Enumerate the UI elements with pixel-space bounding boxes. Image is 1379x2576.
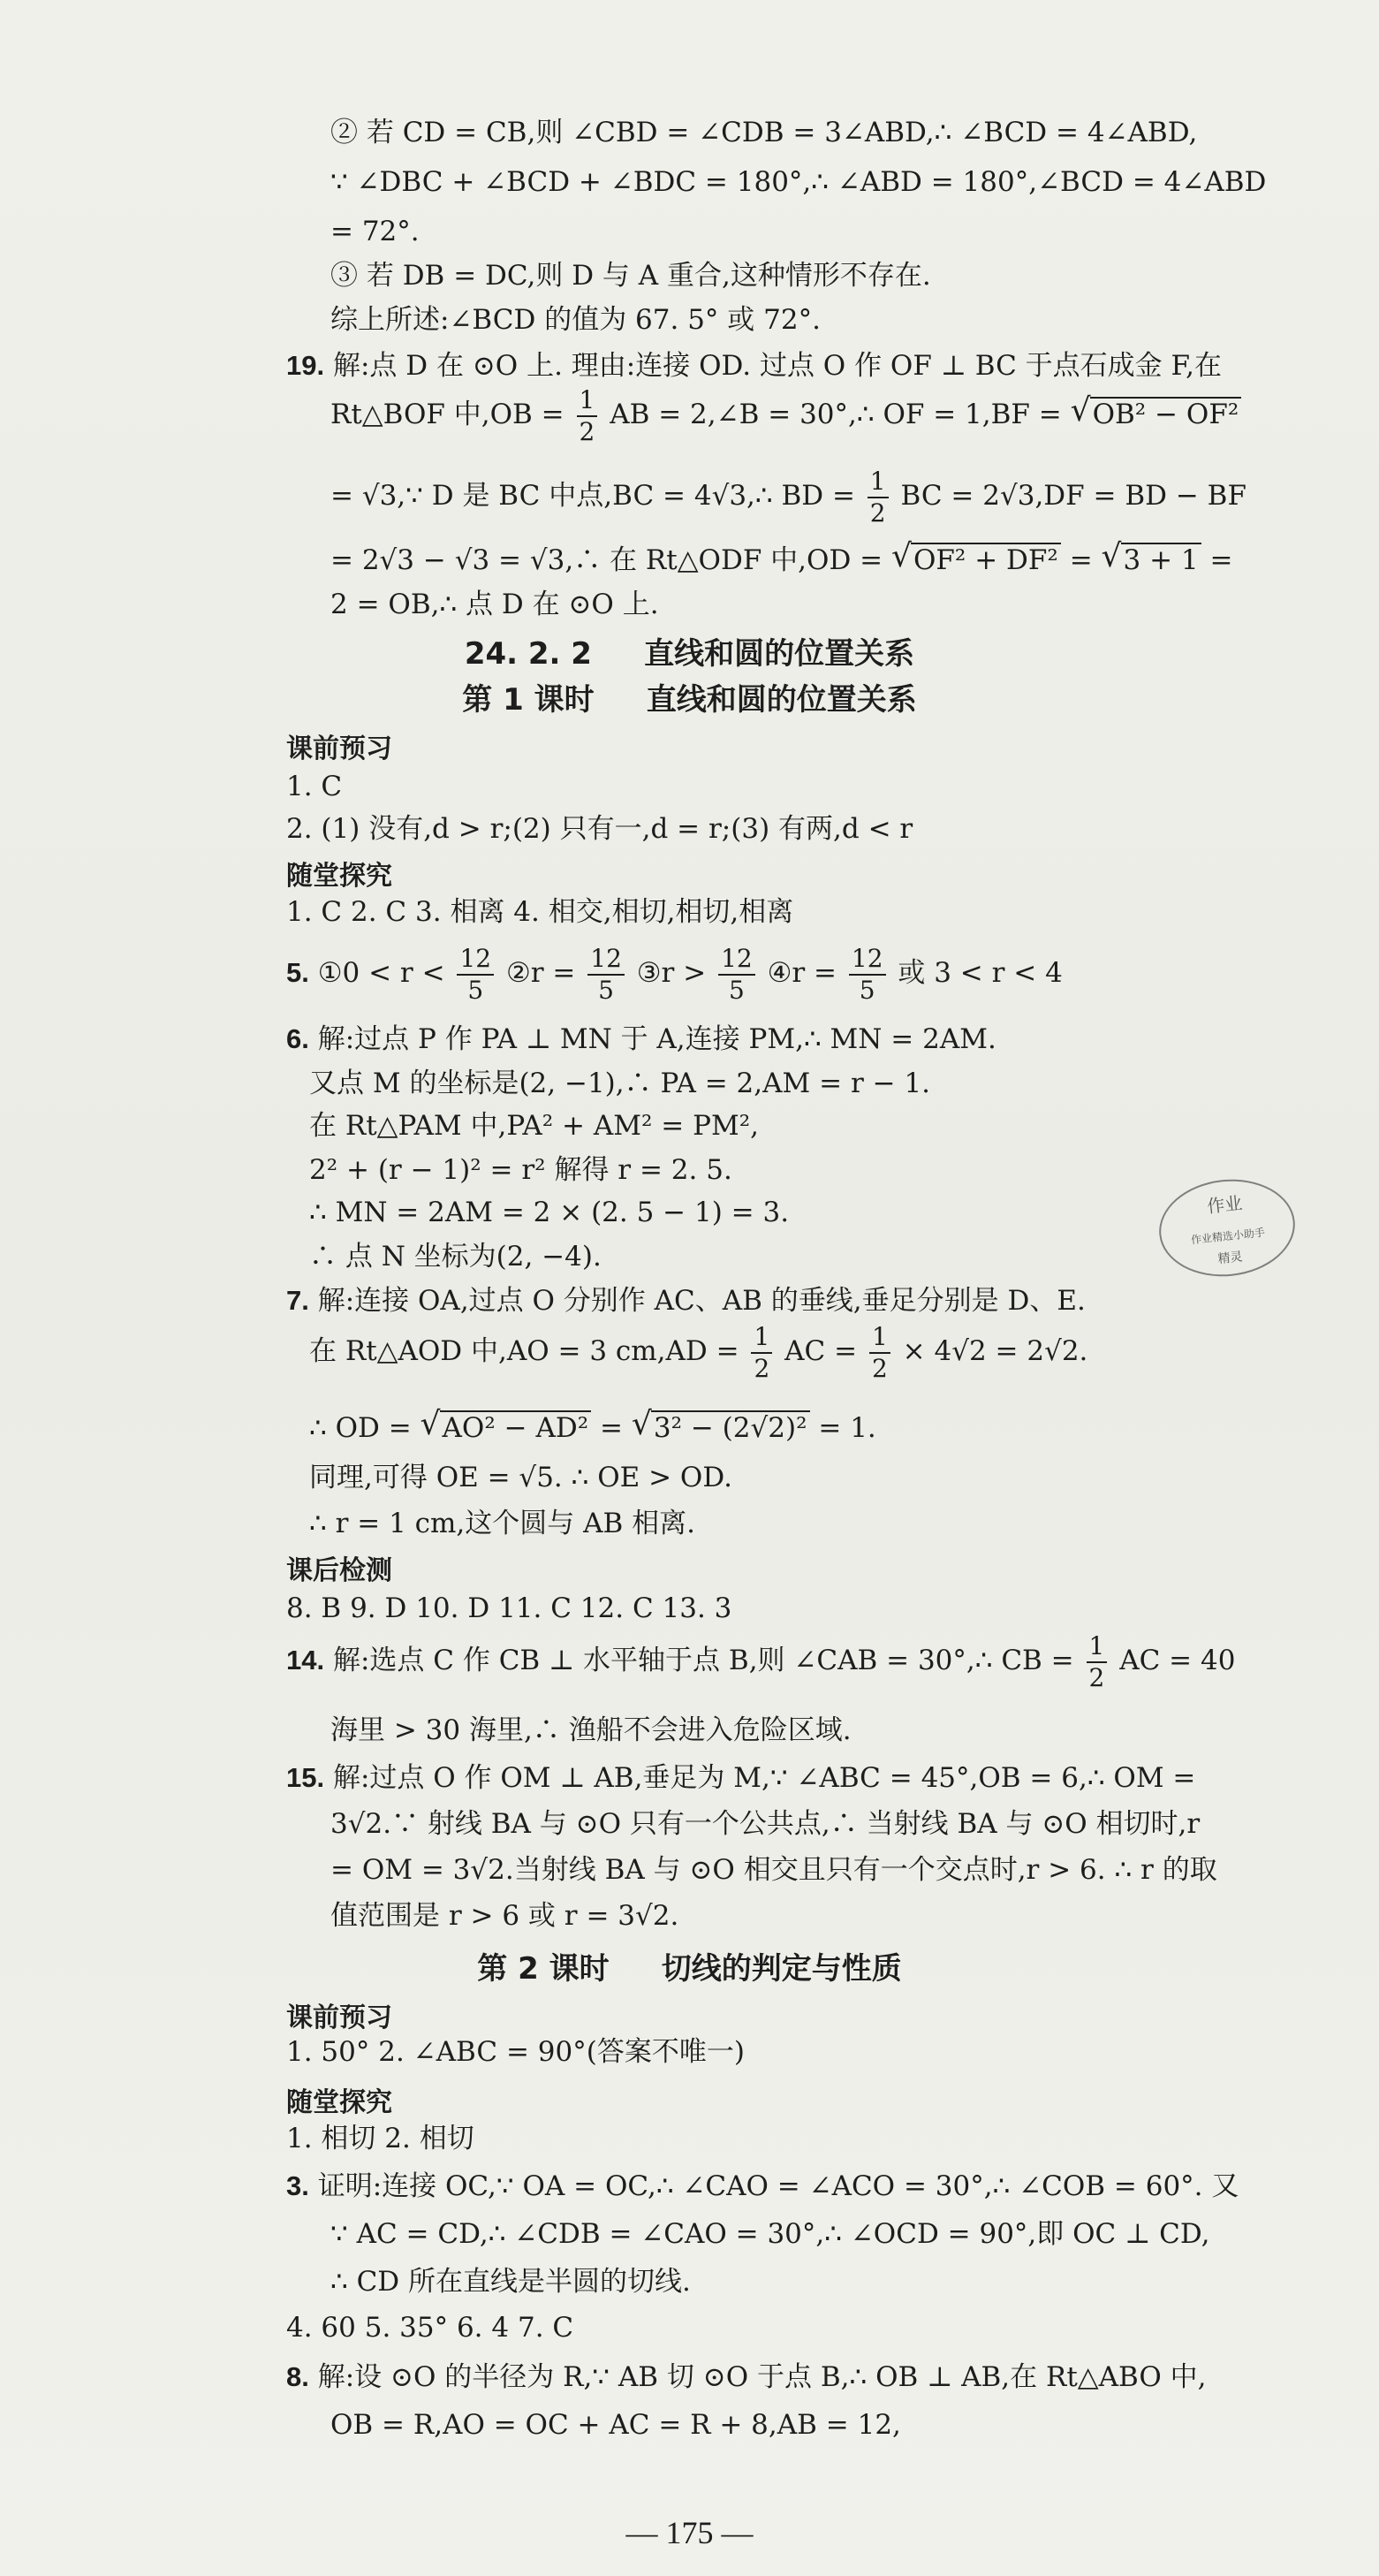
text-line: 又点 M 的坐标是(2, −1),∴ PA = 2,AM = r − 1. — [309, 1068, 931, 1099]
stamp-text: 精灵 — [1216, 1250, 1244, 1267]
answer-line: 1. C — [286, 771, 343, 802]
fraction — [457, 943, 494, 1005]
text-line: 海里 > 30 海里,∴ 渔船不会进入危险区域. — [330, 1714, 852, 1746]
section-header: 课前预习 — [286, 733, 392, 764]
text-fragment: = √3,∵ D 是 BC 中点,BC = 4√3,∴ BD = — [330, 480, 855, 512]
text-fragment: = 1. — [818, 1412, 876, 1444]
text-fragment: 解:过点 P 作 PA ⊥ MN 于 A,连接 PM,∴ MN = 2AM. — [317, 1023, 996, 1055]
fraction — [577, 384, 598, 446]
denominator: 2 — [869, 498, 886, 528]
text-fragment: = 2√3 − √3 = √3,∴ 在 Rt△ODF 中,OD = — [330, 544, 883, 576]
numerator: 12 — [587, 946, 625, 976]
text-fragment: 解:过点 O 作 OM ⊥ AB,垂足为 M,∵ ∠ABC = 45°,OB = 6,∴ OM = — [332, 1762, 1196, 1794]
fraction — [751, 1321, 772, 1383]
text-line: ∵ ∠DBC + ∠BCD + ∠BDC = 180°,∴ ∠ABD = 180°,∠BCD = 4∠ABD — [330, 166, 1267, 198]
text-fragment: = — [600, 1412, 623, 1444]
page-number: — 175 — — [625, 2515, 754, 2550]
text-line: 在 Rt△PAM 中,PA² + AM² = PM², — [309, 1110, 759, 1142]
text-fragment: × 4√2 = 2√2. — [902, 1335, 1088, 1367]
text-fragment: ④r = — [767, 957, 837, 989]
text-line: 2 = OB,∴ 点 D 在 ⊙O 上. — [330, 589, 659, 620]
text-line: ∴ CD 所在直线是半圆的切线. — [330, 2266, 691, 2298]
question-7 — [286, 1281, 1086, 1320]
section-header: 随堂探究 — [286, 2087, 392, 2118]
numerator: 1 — [1087, 1634, 1108, 1663]
question-number: 6. — [286, 1023, 309, 1054]
answer-line: 4. 60 5. 35° 6. 4 7. C — [286, 2312, 574, 2344]
denominator: 2 — [1088, 1662, 1105, 1692]
square-root — [421, 1409, 592, 1448]
section-header: 随堂探究 — [286, 861, 392, 892]
text-line — [309, 1317, 1087, 1386]
numerator: 1 — [869, 1325, 890, 1354]
text-fragment: = — [1069, 544, 1093, 576]
fraction — [868, 466, 889, 528]
fraction — [1087, 1630, 1108, 1692]
fraction — [587, 943, 625, 1005]
denominator: 2 — [754, 1353, 770, 1383]
section-header: 课后检测 — [286, 1555, 392, 1586]
numerator: 12 — [849, 946, 886, 976]
watermark-stamp — [1155, 1173, 1300, 1283]
text-line — [330, 541, 1233, 580]
square-root — [1102, 541, 1201, 580]
square-root — [632, 1409, 810, 1448]
denominator: 2 — [871, 1353, 888, 1383]
text-fragment: ∴ OD = — [309, 1412, 412, 1444]
text-fragment: 或 3 < r < 4 — [898, 957, 1063, 989]
text-line: ∴ 点 N 坐标为(2, −4). — [309, 1241, 602, 1273]
stamp-text: 作业 — [1206, 1192, 1244, 1218]
question-number: 15. — [286, 1762, 325, 1793]
numerator: 1 — [577, 388, 598, 417]
text-fragment: 解:连接 OA,过点 O 分别作 AC、AB 的垂线,垂足分别是 D、E. — [317, 1285, 1086, 1317]
text-line: ③ 若 DB = DC,则 D 与 A 重合,这种情形不存在. — [330, 260, 931, 292]
fraction — [869, 1321, 890, 1383]
radicand: 3 + 1 — [1121, 543, 1201, 576]
question-8 — [286, 2358, 1207, 2397]
question-number: 8. — [286, 2361, 309, 2392]
text-fragment: ③r > — [636, 957, 707, 989]
denominator: 5 — [598, 975, 614, 1005]
radicand: OB² − OF² — [1090, 397, 1242, 430]
section-title: 24. 2. 2 直线和圆的位置关系 — [464, 636, 915, 672]
text-line — [330, 380, 1241, 449]
question-14 — [286, 1626, 1235, 1695]
answer-line: 8. B 9. D 10. D 11. C 12. C 13. 3 — [286, 1592, 732, 1624]
fraction — [849, 943, 886, 1005]
text-line: ② 若 CD = CB,则 ∠CBD = ∠CDB = 3∠ABD,∴ ∠BCD = 4∠ABD, — [330, 117, 1198, 148]
text-line: = OM = 3√2.当射线 BA 与 ⊙O 相交且只有一个交点时,r > 6. ∴ r 的取 — [330, 1854, 1217, 1886]
text-fragment: 解:选点 C 作 CB ⊥ 水平轴于点 B,则 ∠CAB = 30°,∴ CB = — [332, 1645, 1074, 1676]
question-3 — [286, 2167, 1239, 2206]
text-line: 同理,可得 OE = √5. ∴ OE > OD. — [309, 1462, 732, 1493]
question-number: 7. — [286, 1285, 309, 1316]
text-fragment: 解:设 ⊙O 的半径为 R,∵ AB 切 ⊙O 于点 B,∴ OB ⊥ AB,在 Rt△ABO 中, — [317, 2361, 1207, 2393]
text-line: = 72°. — [330, 216, 420, 247]
text-line: 3√2.∵ 射线 BA 与 ⊙O 只有一个公共点,∴ 当射线 BA 与 ⊙O 相切时,r — [330, 1808, 1201, 1840]
question-number: 5. — [286, 957, 309, 988]
text-fragment: 证明:连接 OC,∵ OA = OC,∴ ∠CAO = ∠ACO = 30°,∴ ∠COB = 60°. 又 — [317, 2170, 1239, 2202]
question-5 — [286, 938, 1063, 1007]
text-fragment: AC = — [784, 1335, 858, 1367]
denominator: 5 — [859, 975, 875, 1005]
answer-line: 1. C 2. C 3. 相离 4. 相交,相切,相切,相离 — [286, 896, 794, 928]
text-line: 综上所述:∠BCD 的值为 67. 5° 或 72°. — [330, 304, 821, 336]
square-root — [891, 541, 1061, 580]
text-fragment: AC = 40 — [1119, 1645, 1236, 1676]
section-header: 课前预习 — [286, 2002, 392, 2033]
denominator: 5 — [728, 975, 745, 1005]
text-line — [330, 461, 1246, 530]
text-fragment: ②r = — [505, 957, 576, 989]
text-line — [309, 1409, 876, 1448]
text-fragment: AB = 2,∠B = 30°,∴ OF = 1,BF = — [610, 399, 1062, 430]
question-number: 19. — [286, 350, 325, 381]
answer-line: 1. 相切 2. 相切 — [286, 2123, 474, 2154]
stamp-text: 作业精选小助手 — [1190, 1226, 1266, 1247]
text-fragment: BC = 2√3,DF = BD − BF — [900, 480, 1246, 512]
text-fragment: = — [1209, 544, 1233, 576]
answer-line: 2. (1) 没有,d > r;(2) 只有一,d = r;(3) 有两,d < r — [286, 813, 913, 845]
text-fragment: Rt△BOF 中,OB = — [330, 399, 564, 430]
text-line: ∴ r = 1 cm,这个圆与 AB 相离. — [309, 1508, 695, 1539]
text-line: ∴ MN = 2AM = 2 × (2. 5 − 1) = 3. — [309, 1197, 790, 1228]
numerator: 1 — [868, 469, 889, 498]
lesson-title: 第 1 课时 直线和圆的位置关系 — [462, 682, 917, 718]
text-fragment: 在 Rt△AOD 中,AO = 3 cm,AD = — [309, 1335, 739, 1367]
radicand: AO² − AD² — [440, 1410, 592, 1444]
text-fragment: ①0 < r < — [317, 957, 445, 989]
text-line: ∵ AC = CD,∴ ∠CDB = ∠CAO = 30°,∴ ∠OCD = 90°,即 OC ⊥ CD, — [330, 2218, 1210, 2250]
text-line: 值范围是 r > 6 或 r = 3√2. — [330, 1900, 679, 1932]
lesson-title: 第 2 课时 切线的判定与性质 — [477, 1951, 902, 1987]
denominator: 5 — [467, 975, 484, 1005]
question-15 — [286, 1759, 1195, 1797]
radicand: 3² − (2√2)² — [651, 1410, 810, 1444]
numerator: 12 — [718, 946, 755, 976]
text-line: OB = R,AO = OC + AC = R + 8,AB = 12, — [330, 2409, 901, 2441]
fraction — [718, 943, 755, 1005]
text-line: 2² + (r − 1)² = r² 解得 r = 2. 5. — [309, 1154, 732, 1186]
question-number: 3. — [286, 2170, 309, 2201]
question-number: 14. — [286, 1645, 325, 1676]
numerator: 1 — [751, 1325, 772, 1354]
denominator: 2 — [579, 416, 595, 446]
text-line: 解:点 D 在 ⊙O 上. 理由:连接 OD. 过点 O 作 OF ⊥ BC 于点石成金 F,在 — [332, 350, 1223, 382]
radicand: OF² + DF² — [911, 543, 1061, 576]
square-root — [1071, 380, 1242, 449]
question-6 — [286, 1020, 996, 1059]
numerator: 12 — [457, 946, 494, 976]
answer-line: 1. 50° 2. ∠ABC = 90°(答案不唯一) — [286, 2036, 745, 2068]
